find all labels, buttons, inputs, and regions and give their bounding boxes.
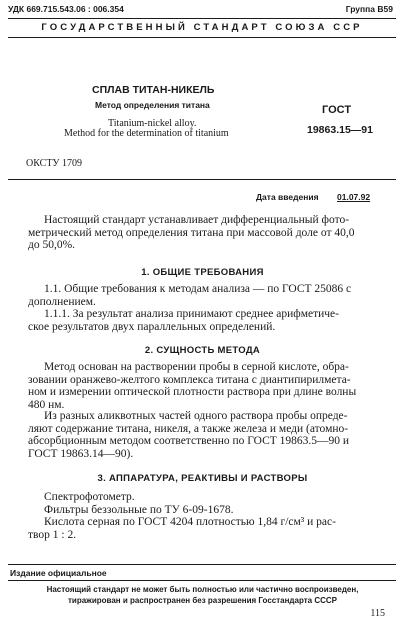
- intro-paragraph: Настоящий стандарт устанавливает дифференциальный фото- метрический метод определения титана при массовой доле от 40,0 до 50,0%.: [28, 214, 355, 252]
- gost-label: ГОСТ: [322, 104, 352, 116]
- document-subtitle: Метод определения титана: [95, 100, 210, 110]
- group-code: Группа В59: [345, 4, 393, 14]
- intro-date-value: 01.07.92: [337, 192, 371, 202]
- list-item: Фильтры беззольные по ТУ 6-09-1678.: [44, 503, 234, 516]
- copyright-notice-line-1: Настоящий стандарт не может быть полностью или частично воспроизведен,: [46, 585, 359, 594]
- list-item: Спектрофотометр.: [44, 491, 135, 503]
- intro-date-label: Дата введения: [256, 192, 319, 202]
- edition-label: Издание официальное: [10, 568, 107, 578]
- section-1-paragraph-1: 1.1. Общие требования к методам анализа — по ГОСТ 25086 с дополнением.: [28, 283, 352, 308]
- section-2-paragraph-1: Метод основан на растворении пробы в серной кислоте, обра- зовании оранжево-желтого комплекса титана с диантипирилмета- ном и измерении оптической плотности раствора при длине волны 480 нм.: [28, 361, 357, 411]
- section-3-list: [28, 491, 396, 541]
- footer-rule: [8, 564, 396, 565]
- list-item: твор 1 : 2.: [28, 528, 77, 541]
- title-rule: [8, 179, 396, 180]
- section-1-paragraph-2: 1.1.1. За результат анализа принимают среднее арифметиче- ское результатов двух параллельных определений.: [28, 308, 339, 333]
- section-1-heading: 1. ОБЩИЕ ТРЕБОВАНИЯ: [141, 267, 264, 278]
- subtitle-english: Method for the determination of titanium: [64, 128, 229, 139]
- title-english: Titanium-nickel alloy.: [108, 118, 197, 129]
- section-2-heading: 2. СУЩНОСТЬ МЕТОДА: [144, 345, 261, 356]
- page-number: 115: [370, 608, 385, 619]
- copyright-notice-line-2: тиражирован и распространен без разрешения Госстандарта СССР: [68, 596, 337, 605]
- section-3-heading: 3. АППАРАТУРА, РЕАКТИВЫ И РАСТВОРЫ: [97, 473, 308, 484]
- gost-number: 19863.15—91: [307, 124, 373, 136]
- list-item: Кислота серная по ГОСТ 4204 плотностью 1,84 г/см³ и рас-: [44, 516, 336, 529]
- header-rule: [8, 18, 396, 19]
- section-2-paragraph-2: Из разных аликвотных частей одного раствора пробы опреде- ляют содержание титана, никеля, а также железа и меди (атомно- абсорбционным методом соответственно по ГОСТ 19863.5—90 и ГОСТ 19863.14—90).: [28, 410, 350, 460]
- footer-rule-thin: [8, 580, 396, 581]
- okstu-code: ОКСТУ 1709: [26, 158, 83, 169]
- standard-title: ГОСУДАРСТВЕННЫЙ СТАНДАРТ СОЮЗА ССР: [41, 22, 363, 33]
- udk-code: УДК 669.715.543.06 : 006.354: [8, 4, 124, 14]
- header-rule-bottom: [8, 37, 396, 38]
- document-title: СПЛАВ ТИТАН-НИКЕЛЬ: [92, 84, 215, 96]
